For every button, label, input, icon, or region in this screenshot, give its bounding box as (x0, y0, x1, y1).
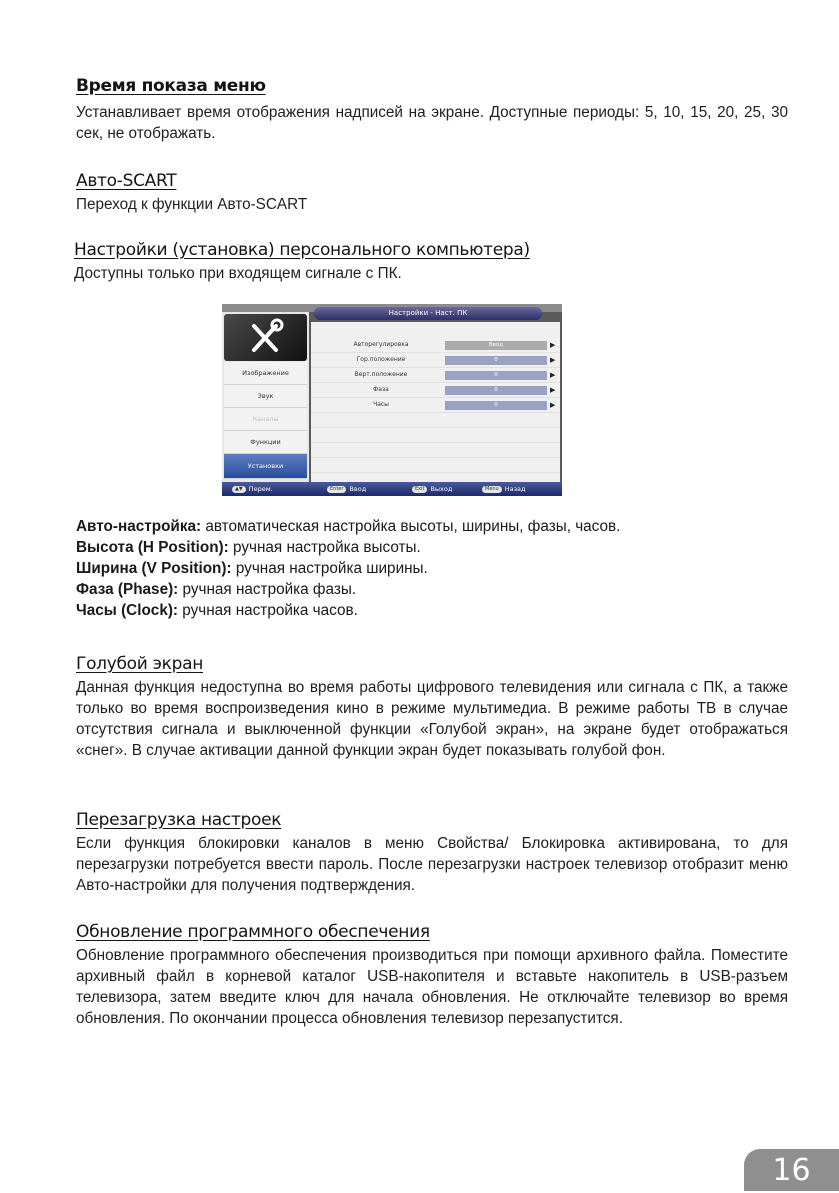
arrow-right-icon: ▶ (550, 371, 556, 379)
definition-desc: ручная настройка высоты. (228, 539, 421, 556)
tv-row-clock[interactable] (311, 398, 560, 413)
definition-desc: ручная настройка часов. (178, 602, 358, 619)
page-number: 16 (744, 1149, 839, 1191)
arrow-right-icon: ▶ (550, 401, 556, 409)
hint-key: Enter (327, 486, 346, 493)
hint-key: ▲▼ (232, 486, 246, 493)
tv-sidebar-item-picture[interactable]: Изображение (224, 362, 307, 385)
section-update (76, 922, 788, 1029)
tv-row-phase[interactable] (311, 383, 560, 398)
tv-sidebar-item-setup[interactable]: Установки (224, 454, 307, 479)
text-update: Обновление программного обеспечения производиться при помощи архивного файла. Поместите архивный файл в корневой каталог USB-накопителя и вставьте накопитель в USB-разъем телевизора, затем введите ключ для начала обновления. Не отключайте телевизор во время обновления. По окончании процесса обновления телевизор перезапустится. (76, 947, 788, 1027)
tv-row-value: 0 (445, 386, 547, 395)
tv-row-empty (311, 428, 560, 443)
hint-menu (482, 484, 526, 494)
section-blue-screen (76, 654, 788, 761)
definition-clock (76, 600, 788, 621)
heading-menu-time: Время показа меню (76, 76, 266, 96)
tv-menu-title: Настройки - Наст. ПК (314, 307, 542, 320)
hint-label: Ввод (349, 485, 367, 493)
tv-row-v-position[interactable] (311, 368, 560, 383)
section-reset (76, 810, 788, 896)
tv-row-auto-adjust[interactable] (311, 338, 560, 353)
tv-row-empty (311, 413, 560, 428)
text-menu-time: Устанавливает время отображения надписей на экране. Доступные периоды: 5, 10, 15, 20, 25, 30 сек, не отображать. (76, 104, 788, 142)
arrow-right-icon: ▶ (550, 356, 556, 364)
heading-blue-screen: Голубой экран (76, 654, 204, 674)
definition-auto-adjust (76, 516, 788, 537)
hint-move (232, 484, 273, 494)
definition-term: Высота (H Position): (76, 539, 229, 556)
heading-pc-settings: Настройки (установка) персонального компьютера) (74, 240, 530, 260)
tv-row-label: Часы (373, 401, 389, 408)
hint-key: Exit (412, 486, 427, 493)
section-auto-scart (76, 171, 788, 215)
definition-h-position (76, 537, 788, 558)
tv-row-value: 0 (445, 371, 547, 380)
text-pc-settings: Доступны только при входящем сигнале с ПК. (74, 265, 402, 282)
tv-content-panel (311, 322, 560, 482)
tv-row-value: 0 (445, 401, 547, 410)
hint-enter (327, 484, 366, 494)
heading-reset: Перезагрузка настроек (76, 810, 282, 830)
tv-row-label: Авторегулировка (353, 341, 409, 348)
tv-row-value: Ввод (445, 341, 547, 350)
section-menu-time (76, 76, 788, 144)
definition-term: Авто-настройка: (76, 518, 202, 535)
heading-update: Обновление программного обеспечения (76, 922, 430, 942)
tv-sidebar-item-functions[interactable]: Функции (224, 431, 307, 454)
hint-exit (412, 484, 452, 494)
definition-term: Фаза (Phase): (76, 581, 179, 598)
tv-row-label: Гор.положение (356, 356, 406, 363)
definition-term: Часы (Clock): (76, 602, 179, 619)
hint-label: Назад (504, 485, 526, 493)
definition-desc: ручная настройка ширины. (231, 560, 428, 577)
hint-label: Перем. (248, 485, 273, 493)
tv-hint-bar (222, 482, 562, 496)
definition-term: Ширина (V Position): (76, 560, 232, 577)
hint-key: Menu (482, 486, 502, 493)
tv-row-value: 0 (445, 356, 547, 365)
text-blue-screen: Данная функция недоступна во время работы цифрового телевидения или сигнала с ПК, а также только во время воспроизведения кино в режиме мультимедиа. В режиме работы ТВ в случае отсутствия сигнала и выключенной функции «Голубой экран», на экране будет отображаться «снег». В случае активации данной функции экран будет показывать голубой фон. (76, 679, 788, 759)
definition-phase (76, 579, 788, 600)
arrow-right-icon: ▶ (550, 341, 556, 349)
tv-sidebar-item-channels[interactable]: Каналы (224, 408, 307, 431)
definition-desc: автоматическая настройка высоты, ширины, фазы, часов. (201, 518, 621, 535)
tv-row-empty (311, 443, 560, 458)
text-reset: Если функция блокировки каналов в меню Свойства/ Блокировка активирована, то для перезагрузки потребуется ввести пароль. После перезагрузки настроек телевизор отобразит меню Авто-настройки для получения подтверждения. (76, 835, 788, 894)
tv-menu-screenshot (222, 304, 562, 496)
tv-row-label: Верт.положение (354, 371, 408, 378)
definition-v-position (76, 558, 788, 579)
tv-row-empty (311, 458, 560, 473)
section-pc-settings (74, 240, 786, 284)
heading-auto-scart: Авто-SCART (76, 171, 177, 191)
arrow-right-icon: ▶ (550, 386, 556, 394)
definition-desc: ручная настройка фазы. (178, 581, 357, 598)
tv-sidebar-item-sound[interactable]: Звук (224, 385, 307, 408)
text-auto-scart: Переход к функции Авто-SCART (76, 196, 308, 213)
tv-row-h-position[interactable] (311, 353, 560, 368)
hint-label: Выход (430, 485, 453, 493)
tv-row-label: Фаза (373, 386, 389, 393)
definitions-list (76, 516, 788, 621)
tv-sidebar (222, 312, 309, 482)
tools-icon (224, 314, 307, 361)
